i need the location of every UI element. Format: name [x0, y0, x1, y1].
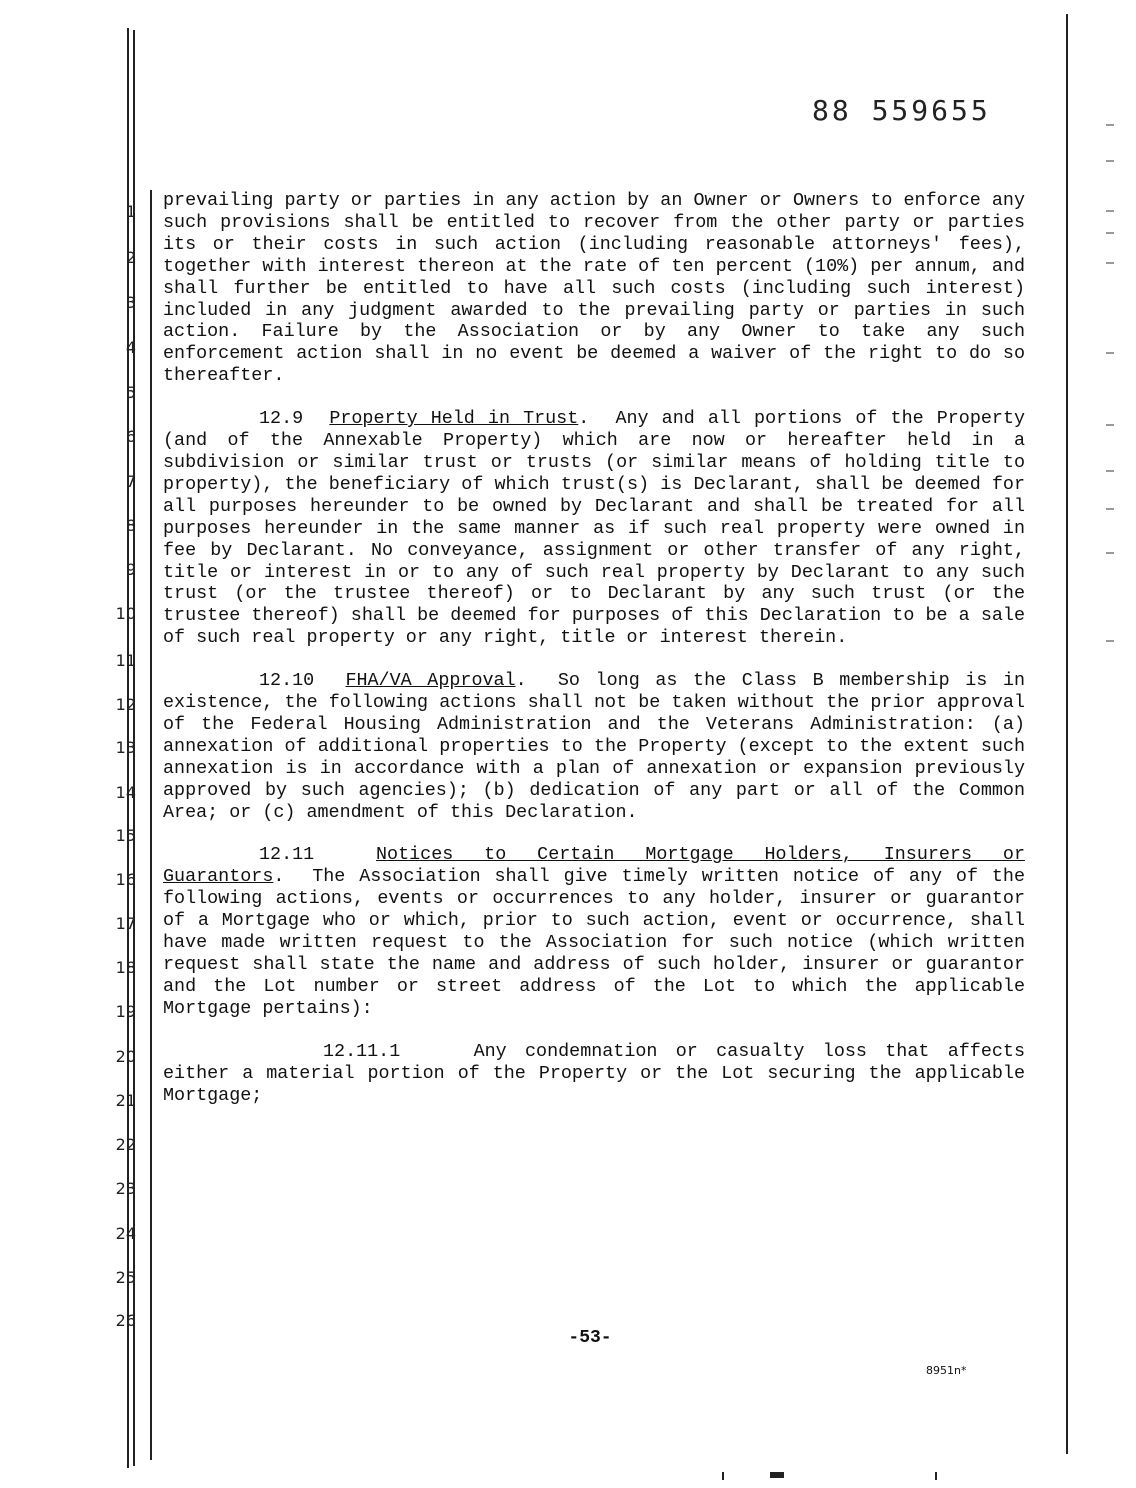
scan-mark — [770, 1472, 784, 1478]
scan-speck — [1106, 424, 1114, 426]
section-12-11: 12.11 Notices to Certain Mortgage Holders, Insurers or Guarantors. The Association shall give timely written notice of any of the following actions, events or occurrences to any holder, insurer or guarantor of a Mortgage who or which, prior to such action, event or occurrence, shall have made written request to the Association for such notice (which written request shall state the name and address of such holder, insurer or guarantor and the Lot number or street address of the Lot to which the applicable Mortgage pertains): — [163, 844, 1026, 1019]
section-number: 12.9 — [259, 408, 304, 430]
line-number: 11 — [115, 651, 136, 670]
line-number: 1 — [125, 202, 136, 221]
scan-speck — [1106, 262, 1114, 264]
line-number: 20 — [115, 1047, 136, 1066]
line-number: 2 — [125, 248, 136, 267]
scan-speck — [1106, 124, 1114, 126]
section-12-10: 12.10 FHA/VA Approval. So long as the Class B membership is in existence, the following actions shall not be taken without the prior approval of the Federal Housing Administration and the Veterans Administration: (a) annexation of additional properties to the Property (except to the extent such annexation is in accordance with a plan of annexation or expansion previously approved by such agencies); (b) dedication of any part or all of the Common Area; or (c) amendment of this Declaration. — [163, 670, 1026, 823]
scan-speck — [1106, 210, 1114, 212]
line-number: 10 — [115, 604, 136, 623]
line-number: 6 — [125, 427, 136, 446]
scan-speck — [1106, 552, 1114, 554]
document-body — [163, 190, 1025, 1106]
section-text: Any condemnation or casualty loss that affects either a material portion of the Property or the Lot securing the applicable Mortgage; — [163, 1040, 1025, 1106]
page-number: -53- — [568, 1328, 612, 1348]
scan-speck — [1106, 640, 1114, 642]
line-number: 24 — [115, 1224, 136, 1243]
line-number: 5 — [125, 383, 136, 402]
scan-speck — [1106, 508, 1114, 510]
scan-speck — [1106, 470, 1114, 472]
line-number: 23 — [115, 1179, 136, 1198]
section-text: So long as the Class B membership is in existence, the following actions shall not be taken without the prior approval of the Federal Housing Administration and the Veterans Administration: (a) annexation of additional properties to the Property (except to the extent such annexation is in accordance with a plan of annexation or expansion previously approved by such agencies); (b) dedication of any part or all of the Common Area; or (c) amendment of this Declaration. — [163, 670, 1026, 823]
document-number: 88 559655 — [812, 94, 991, 127]
section-text: The Association shall give timely written notice of any of the following actions, events or occurrences to any holder, insurer or guarantor of a Mortgage who or which, prior to such action, event or occurrence, shall have made written request to the Association for such notice (which written request shall state the name and address of such holder, insurer or guarantor and the Lot number or street address of the Lot to which the applicable Mortgage pertains): — [163, 866, 1026, 1019]
line-number: 14 — [115, 783, 136, 802]
section-text: Any and all portions of the Property (and of the Annexable Property) which are now or hereafter held in a subdivision or similar trust or trusts (or similar means of holding title to property), the beneficiary of which trust(s) is Declarant, shall be deemed for all purposes hereunder to be owned by Declarant and shall be treated for all purposes hereunder in the same manner as if such real property were owned in fee by Declarant. No conveyance, assignment or other transfer of any right, title or interest in or to any of such real property by Declarant to any such trust (or the trustee thereof) or to Declarant by any such trust (or the trustee thereof) shall be deemed for purposes of this Declaration to be a sale of such real property or any right, title or interest therein. — [163, 408, 1026, 649]
line-number: 16 — [115, 870, 136, 889]
line-number: 15 — [115, 826, 136, 845]
section-title: FHA/VA Approval — [345, 670, 516, 692]
section-title: Notices to Certain Mortgage Holders, Insurers or Guarantors — [163, 844, 1025, 888]
line-number: 18 — [115, 958, 136, 977]
line-number: 7 — [125, 472, 136, 491]
scan-speck — [1106, 352, 1114, 354]
paragraph-continuation: prevailing party or parties in any action by an Owner or Owners to enforce any such provisions shall be entitled to recover from the other party or parties its or their costs in such action (including reasonable attorneys' fees), together with interest thereon at the rate of ten percent (10%) per annum, and shall further be entitled to have all such costs (including such interest) included in any judgment awarded to the prevailing party or parties in such action. Failure by the Association or by any Owner to take any such enforcement action shall in no event be deemed a waiver of the right to do so thereafter. — [163, 190, 1025, 387]
margin-rule-left-text — [150, 190, 152, 1460]
line-number: 8 — [125, 516, 136, 535]
line-number: 19 — [115, 1002, 136, 1021]
margin-rule-right — [1066, 14, 1068, 1454]
line-number: 12 — [115, 695, 136, 714]
line-number: 13 — [115, 738, 136, 757]
scan-speck — [1106, 160, 1114, 162]
section-number: 12.11 — [259, 844, 315, 866]
line-number: 4 — [125, 338, 136, 357]
section-number: 12.10 — [259, 670, 315, 692]
scan-mark — [935, 1472, 937, 1480]
document-code: 8951n* — [926, 1364, 967, 1377]
line-number: 26 — [115, 1311, 136, 1330]
line-number: 25 — [115, 1268, 136, 1287]
line-number: 22 — [115, 1135, 136, 1154]
line-number: 17 — [115, 914, 136, 933]
scan-speck — [1106, 232, 1114, 234]
section-title: Property Held in Trust — [329, 408, 579, 430]
scan-mark — [722, 1472, 724, 1480]
line-number: 9 — [125, 560, 136, 579]
section-number: 12.11.1 — [323, 1040, 401, 1062]
section-12-9: 12.9 Property Held in Trust. Any and all portions of the Property (and of the Annexable Property) which are now or hereafter held in a subdivision or similar trust or trusts (or similar means of holding title to property), the beneficiary of which trust(s) is Declarant, shall be deemed for all purposes hereunder to be owned by Declarant and shall be treated for all purposes hereunder in the same manner as if such real property were owned in fee by Declarant. No conveyance, assignment or other transfer of any right, title or interest in or to any of such real property by Declarant to any such trust (or the trustee thereof) or to Declarant by any such trust (or the trustee thereof) shall be deemed for purposes of this Declaration to be a sale of such real property or any right, title or interest therein. — [163, 408, 1026, 649]
line-number: 21 — [115, 1091, 136, 1110]
section-12-11-1 — [163, 1041, 1025, 1107]
line-number: 3 — [125, 293, 136, 312]
